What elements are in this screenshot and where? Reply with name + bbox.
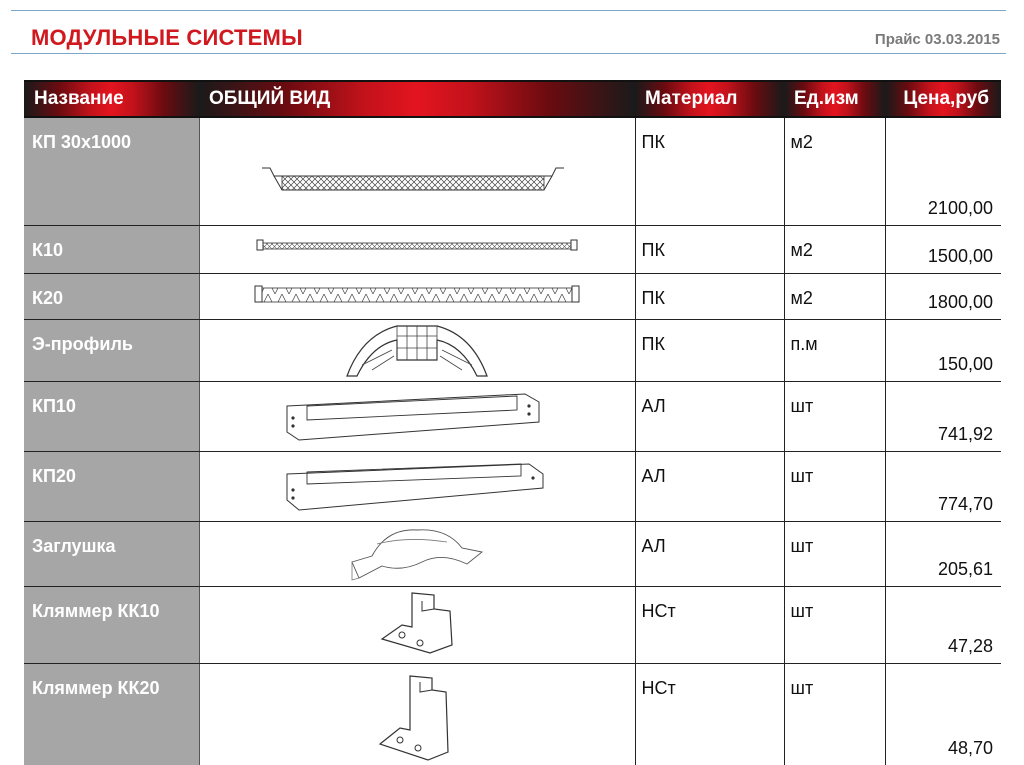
row-material: ПК <box>635 319 784 381</box>
top-rule <box>11 10 1006 11</box>
row-material: АЛ <box>635 521 784 586</box>
row-unit: м2 <box>784 273 885 319</box>
table-row <box>24 586 1001 663</box>
row-material: АЛ <box>635 381 784 451</box>
row-price: 48,70 <box>885 663 1001 765</box>
row-name: Э-профиль <box>24 319 199 381</box>
column-header-unit: Ед.изм <box>784 81 885 117</box>
row-material: ПК <box>635 117 784 225</box>
row-price: 205,61 <box>885 521 1001 586</box>
row-name: К20 <box>24 273 199 319</box>
table-row <box>24 319 1001 381</box>
row-price: 1500,00 <box>885 225 1001 273</box>
clamp-kk20-drawing <box>372 670 462 762</box>
row-material: ПК <box>635 273 784 319</box>
row-unit: м2 <box>784 117 885 225</box>
column-header-view: ОБЩИЙ ВИД <box>199 81 635 117</box>
row-name: КП20 <box>24 451 199 521</box>
row-image <box>199 117 635 225</box>
row-unit: шт <box>784 521 885 586</box>
row-name: К10 <box>24 225 199 273</box>
table-row <box>24 117 1001 225</box>
price-date: Прайс 03.03.2015 <box>874 31 1000 48</box>
table-row <box>24 663 1001 765</box>
row-price: 774,70 <box>885 451 1001 521</box>
row-image <box>199 381 635 451</box>
row-unit: шт <box>784 451 885 521</box>
row-image <box>199 225 635 273</box>
row-name: Кляммер КК10 <box>24 586 199 663</box>
row-name: КП 30x1000 <box>24 117 199 225</box>
row-material: ПК <box>635 225 784 273</box>
row-price: 1800,00 <box>885 273 1001 319</box>
clamp-kk10-drawing <box>372 587 462 657</box>
row-price: 741,92 <box>885 381 1001 451</box>
row-name: Кляммер КК20 <box>24 663 199 765</box>
strip-kp10-drawing <box>277 382 557 446</box>
table-row <box>24 225 1001 273</box>
column-header-material: Материал <box>635 81 784 117</box>
e-profile-drawing <box>342 320 492 380</box>
strip-kp20-drawing <box>277 452 557 516</box>
panel-kp30-drawing <box>252 158 582 218</box>
row-material: НСт <box>635 663 784 765</box>
page-title: МОДУЛЬНЫЕ СИСТЕМЫ <box>31 25 303 50</box>
row-unit: шт <box>784 663 885 765</box>
panel-k20-drawing <box>247 280 587 310</box>
row-name: Заглушка <box>24 521 199 586</box>
row-image <box>199 273 635 319</box>
row-image <box>199 586 635 663</box>
table-row <box>24 381 1001 451</box>
row-unit: м2 <box>784 225 885 273</box>
row-material: НСт <box>635 586 784 663</box>
column-header-price: Цена,руб <box>885 81 1001 117</box>
price-table <box>24 80 1001 765</box>
row-price: 47,28 <box>885 586 1001 663</box>
table-row <box>24 521 1001 586</box>
table-row <box>24 273 1001 319</box>
row-image <box>199 663 635 765</box>
row-unit: шт <box>784 586 885 663</box>
column-header-name: Название <box>24 81 199 117</box>
row-material: АЛ <box>635 451 784 521</box>
row-name: КП10 <box>24 381 199 451</box>
end-cap-drawing <box>347 522 487 584</box>
row-image <box>199 451 635 521</box>
row-unit: шт <box>784 381 885 451</box>
row-price: 2100,00 <box>885 117 1001 225</box>
table-row <box>24 451 1001 521</box>
row-image <box>199 319 635 381</box>
panel-k10-drawing <box>247 234 587 258</box>
row-price: 150,00 <box>885 319 1001 381</box>
header-rule <box>11 53 1006 54</box>
row-unit: п.м <box>784 319 885 381</box>
table-header-row <box>24 81 1001 117</box>
row-image <box>199 521 635 586</box>
